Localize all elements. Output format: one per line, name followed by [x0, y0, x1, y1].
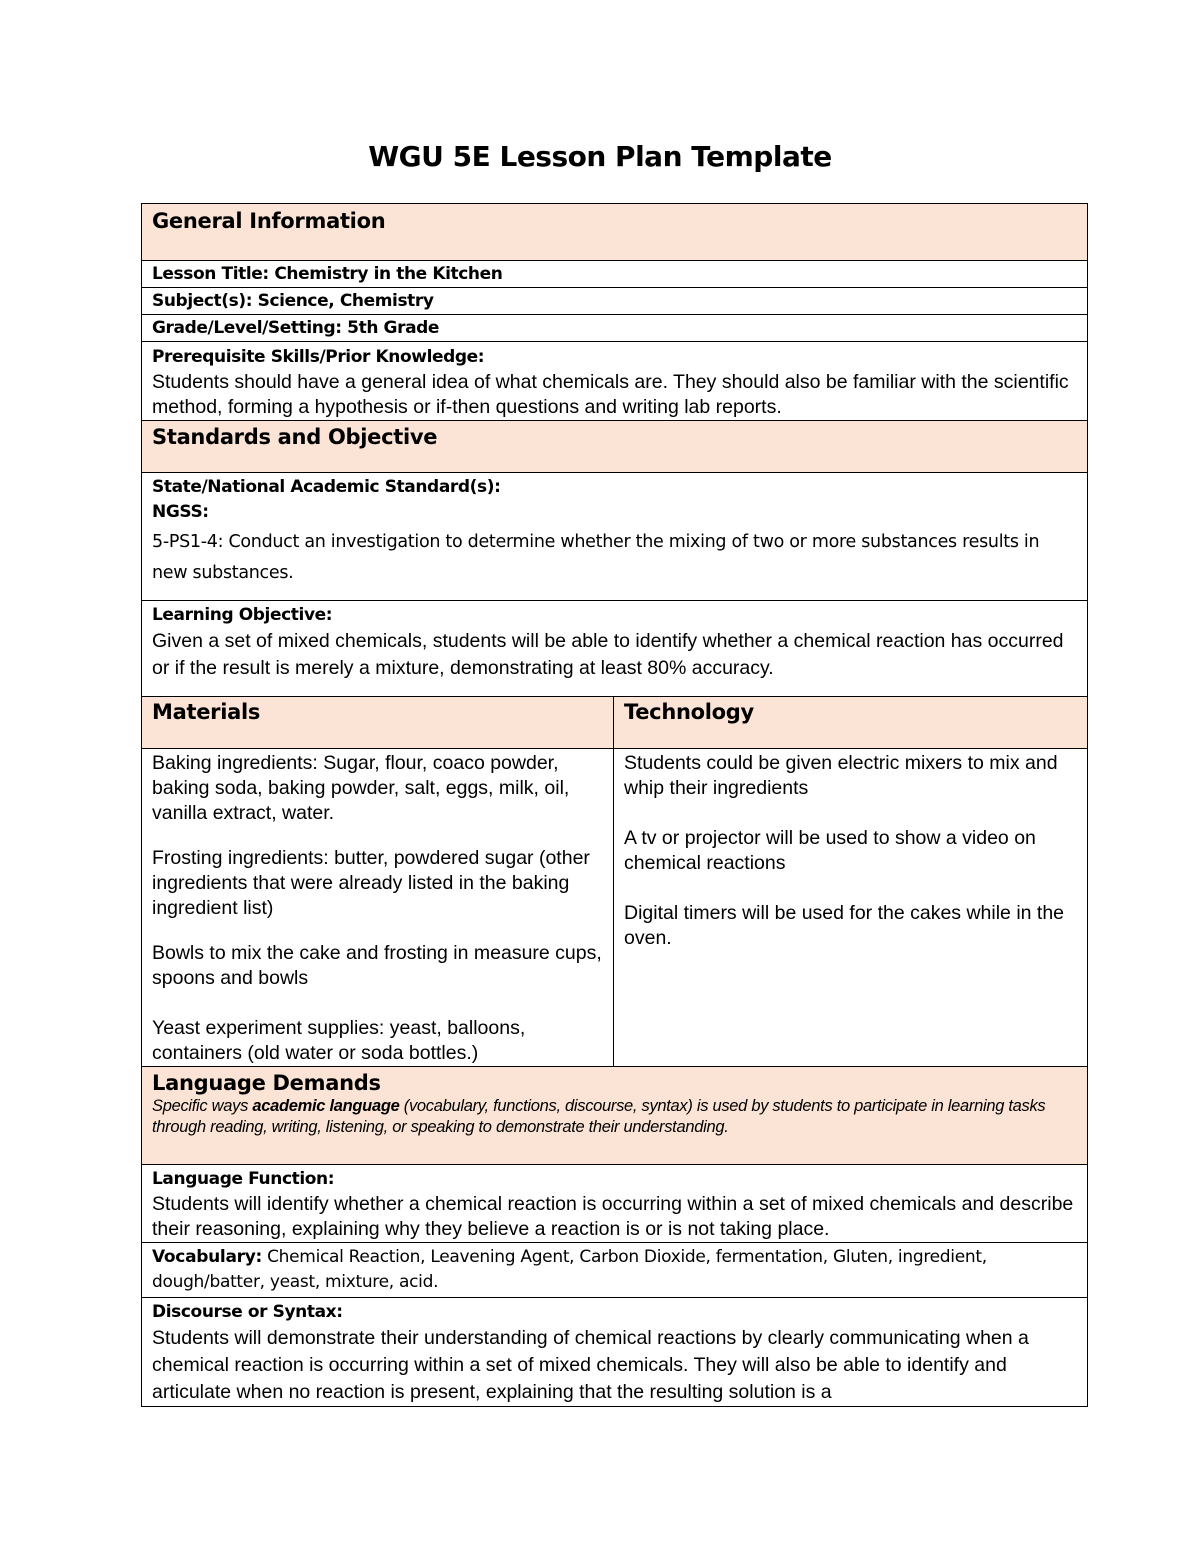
- materials-cell: [142, 749, 614, 1067]
- academic-standards-row: [142, 473, 1088, 601]
- technology-item: Students could be given electric mixers to mix and whip their ingredients: [624, 752, 1058, 799]
- academic-standards-cell: [142, 473, 1088, 601]
- discourse-row: [142, 1298, 1088, 1407]
- standard-text: 5-PS1-4: Conduct an investigation to determine whether the mixing of two or more substances results in new substances.: [152, 532, 1040, 583]
- lesson-title: Lesson Title: Chemistry in the Kitchen: [152, 264, 503, 284]
- language-header: Language Demands: [152, 1071, 381, 1095]
- language-note-pre: Specific ways: [152, 1097, 253, 1115]
- materials-item: Frosting ingredients: butter, powdered sugar (other ingredients that were already listed in the baking ingredient list): [152, 847, 590, 919]
- lesson-title-cell: [142, 261, 1088, 288]
- technology-header-cell: [614, 697, 1088, 749]
- technology-header: Technology: [624, 700, 754, 724]
- prereq-cell: [142, 342, 1088, 421]
- learning-objective-text: Given a set of mixed chemicals, students will be able to identify whether a chemical reaction has occurred or if the result is merely a mixture, demonstrating at least 80% accuracy.: [152, 630, 1064, 679]
- discourse-text: Students will demonstrate their understanding of chemical reactions by clearly communicating when a chemical reaction is occurring within a set of mixed chemicals. They will also be able to identify and articulate when no reaction is present, explaining that the resulting solution is a: [152, 1327, 1029, 1403]
- language-function-label: Language Function:: [152, 1169, 335, 1189]
- vocabulary: [152, 1245, 1077, 1295]
- vocabulary-row: [142, 1243, 1088, 1298]
- ngss-label: NGSS:: [152, 502, 209, 522]
- grade-row: [142, 315, 1088, 342]
- prereq-label: Prerequisite Skills/Prior Knowledge:: [152, 347, 485, 367]
- language-header-cell: [142, 1067, 1088, 1165]
- page-title: WGU 5E Lesson Plan Template: [368, 140, 832, 173]
- technology-cell: [614, 749, 1088, 1067]
- language-function-row: [142, 1165, 1088, 1243]
- lesson-title-row: [142, 261, 1088, 288]
- technology-item: A tv or projector will be used to show a video on chemical reactions: [624, 827, 1036, 874]
- vocabulary-label: Vocabulary:: [152, 1247, 262, 1267]
- standards-header-cell: [142, 421, 1088, 473]
- grade-cell: [142, 315, 1088, 342]
- vocabulary-text: Chemical Reaction, Leavening Agent, Carbon Dioxide, fermentation, Gluten, ingredient, dough/batter, yeast, mixture, acid.: [152, 1247, 987, 1292]
- grade-level: Grade/Level/Setting: 5th Grade: [152, 318, 440, 338]
- general-info-header-cell: [142, 204, 1088, 261]
- materials-header-cell: [142, 697, 614, 749]
- materials-tech-row: [142, 749, 1088, 1067]
- discourse-cell: [142, 1298, 1088, 1407]
- prereq-text: Students should have a general idea of what chemicals are. They should also be familiar with the scientific method, forming a hypothesis or if-then questions and writing lab reports.: [152, 371, 1069, 418]
- standards-header-row: [142, 421, 1088, 473]
- language-note-bold: academic language: [252, 1097, 400, 1115]
- technology-item: Digital timers will be used for the cakes while in the oven.: [624, 902, 1065, 949]
- materials-item: Baking ingredients: Sugar, flour, coaco powder, baking soda, baking powder, salt, eggs, milk, oil, vanilla extract, water.: [152, 752, 570, 824]
- vocabulary-cell: [142, 1243, 1088, 1298]
- language-note-post: (vocabulary, functions, discourse, syntax) is used by students to participate in learning tasks through reading, writing, listening, or speaking to demonstrate their understanding.: [152, 1097, 1046, 1136]
- materials-header: Materials: [152, 700, 261, 724]
- learning-objective-cell: [142, 601, 1088, 697]
- subjects-row: [142, 288, 1088, 315]
- general-info-header-row: [142, 204, 1088, 261]
- standards-header: Standards and Objective: [152, 425, 438, 449]
- language-function-text: Students will identify whether a chemical reaction is occurring within a set of mixed chemicals and describe their reasoning, explaining why they believe a reaction is or is not taking place.: [152, 1193, 1074, 1240]
- general-info-header: General Information: [152, 209, 386, 233]
- language-function-cell: [142, 1165, 1088, 1243]
- materials-tech-header-row: [142, 697, 1088, 749]
- materials-item: Bowls to mix the cake and frosting in measure cups, spoons and bowls: [152, 942, 602, 989]
- subjects-cell: [142, 288, 1088, 315]
- language-header-row: [142, 1067, 1088, 1165]
- learning-objective-label: Learning Objective:: [152, 605, 333, 625]
- prereq-row: [142, 342, 1088, 421]
- discourse-label: Discourse or Syntax:: [152, 1302, 343, 1322]
- language-note: [152, 1096, 1077, 1138]
- materials-item: Yeast experiment supplies: yeast, balloons, containers (old water or soda bottles.): [152, 1017, 526, 1064]
- lesson-plan-table: [141, 203, 1088, 1407]
- academic-standards-label: State/National Academic Standard(s):: [152, 477, 501, 497]
- subjects: Subject(s): Science, Chemistry: [152, 291, 434, 311]
- learning-objective-row: [142, 601, 1088, 697]
